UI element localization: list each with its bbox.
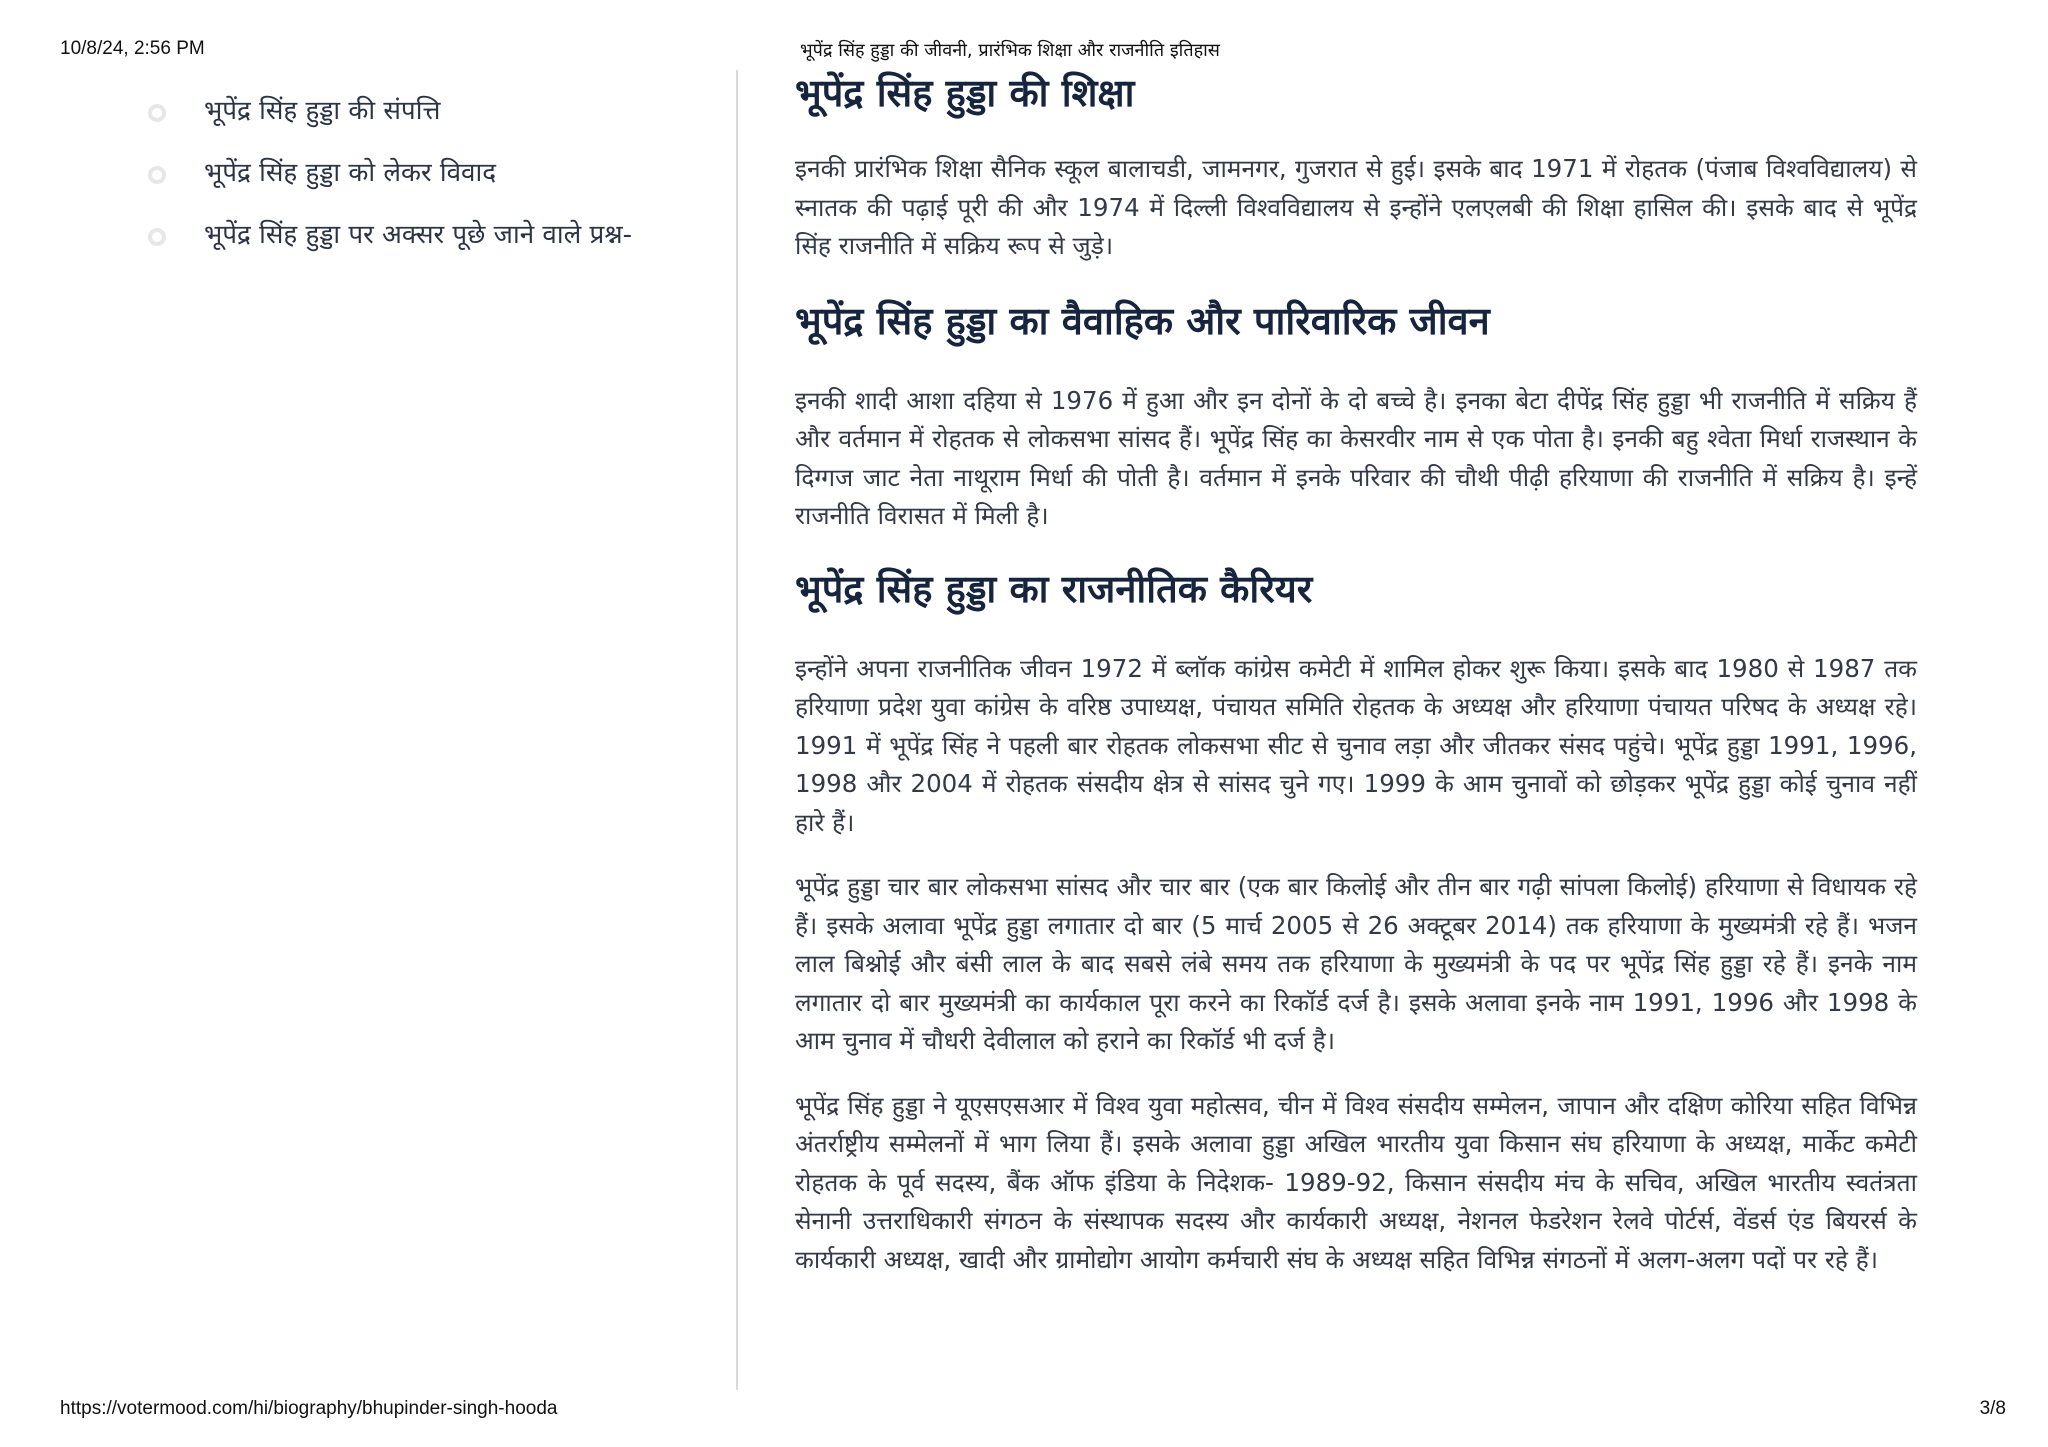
circle-bullet-icon [148, 104, 166, 122]
toc-item-label: भूपेंद्र सिंह हुड्डा पर अक्सर पूछे जाने वाले प्रश्न- [204, 220, 633, 250]
table-of-contents [148, 78, 708, 264]
circle-bullet-icon [148, 228, 166, 246]
family-paragraph: इनकी शादी आशा दहिया से 1976 में हुआ और इन दोनों के दो बच्चे है। इनका बेटा दीपेंद्र सिंह हुड्डा भी राजनीति में सक्रिय हैं और वर्तमान में रोहतक से लोकसभा सांसद हैं। भूपेंद्र सिंह का केसरवीर नाम से एक पोता है। इनकी बहु श्वेता मिर्धा राजस्थान के दिग्गज जाट नेता नाथूराम मिर्धा की पोती है। वर्तमान में इनके परिवार की चौथी पीढ़ी हरियाणा की राजनीति में सक्रिय है। इन्हें राजनीति विरासत में मिली है। [795, 385, 1917, 530]
education-paragraph: इनकी प्रारंभिक शिक्षा सैनिक स्कूल बालाचडी, जामनगर, गुजरात से हुई। इसके बाद 1971 में रोहतक (पंजाब विश्वविद्यालय) से स्नातक की पढ़ाई पूरी की और 1974 में दिल्ली विश्वविद्यालय से इन्होंने एलएलबी की शिक्षा हासिल की। इसके बाद से भूपेंद्र सिंह राजनीति में सक्रिय रूप से जुड़े। [795, 154, 1917, 260]
print-footer-page-number: 3/8 [1979, 1398, 2006, 1419]
career-paragraph: भूपेंद्र हुड्डा चार बार लोकसभा सांसद और चार बार (एक बार किलोई और तीन बार गढ़ी सांपला किलोई) हरियाणा से विधायक रहे हैं। इसके अलावा भूपेंद्र हुड्डा लगातार दो बार (5 मार्च 2005 से 26 अक्टूबर 2014) तक हरियाणा के मुख्यमंत्री रहे हैं। भजन लाल बिश्नोई और बंसी लाल के बाद सबसे लंबे समय तक हरियाणा के मुख्यमंत्री के पद पर भूपेंद्र सिंह हुड्डा रहे हैं। इनके नाम लगातार दो बार मुख्यमंत्री का कार्यकाल पूरा करने का रिकॉर्ड दर्ज है। इसके अलावा इनके नाम 1991, 1996 और 1998 के आम चुनाव में चौधरी देवीलाल को हराने का रिकॉर्ड भी दर्ज है। [795, 872, 1917, 1055]
column-divider [736, 70, 738, 1390]
toc-item-label: भूपेंद्र सिंह हुड्डा की संपत्ति [204, 96, 441, 126]
print-header-datetime: 10/8/24, 2:56 PM [60, 38, 205, 59]
section-heading-education: भूपेंद्र सिंह हुड्डा की शिक्षा [795, 71, 1135, 115]
section-heading-family: भूपेंद्र सिंह हुड्डा का वैवाहिक और पारिवारिक जीवन [795, 298, 1490, 343]
section-heading-career: भूपेंद्र सिंह हुड्डा का राजनीतिक कैरियर [795, 566, 1313, 611]
toc-item-label: भूपेंद्र सिंह हुड्डा को लेकर विवाद [204, 158, 497, 188]
toc-item-faq[interactable] [148, 202, 708, 264]
print-footer-url: https://votermood.com/hi/biography/bhupinder-singh-hooda [60, 1398, 558, 1419]
career-paragraph: भूपेंद्र सिंह हुड्डा ने यूएसएसआर में विश्व युवा महोत्सव, चीन में विश्व संसदीय सम्मेलन, जापान और दक्षिण कोरिया सहित विभिन्न अंतर्राष्ट्रीय सम्मेलनों में भाग लिया हैं। इसके अलावा हुड्डा अखिल भारतीय युवा किसान संघ हरियाणा के अध्यक्ष, मार्केट कमेटी रोहतक के पूर्व सदस्य, बैंक ऑफ इंडिया के निदेशक- 1989-92, किसान संसदीय मंच के सचिव, अखिल भारतीय स्वतंत्रता सेनानी उत्तराधिकारी संगठन के संस्थापक सदस्य और कार्यकारी अध्यक्ष, नेशनल फेडरेशन रेलवे पोर्टर्स, वेंडर्स एंड बियरर्स के कार्यकारी अध्यक्ष, खादी और ग्रामोद्योग आयोग कर्मचारी संघ के अध्यक्ष सहित विभिन्न संगठनों में अलग-अलग पदों पर रहे हैं। [795, 1090, 1917, 1274]
toc-item-controversy[interactable] [148, 140, 708, 202]
circle-bullet-icon [148, 166, 166, 184]
print-header-title: भूपेंद्र सिंह हुड्डा की जीवनी, प्रारंभिक शिक्षा और राजनीति इतिहास [800, 40, 1220, 61]
article-content [795, 66, 1917, 1279]
toc-item-property[interactable] [148, 78, 708, 140]
career-paragraph: इन्होंने अपना राजनीतिक जीवन 1972 में ब्लॉक कांग्रेस कमेटी में शामिल होकर शुरू किया। इसके बाद 1980 से 1987 तक हरियाणा प्रदेश युवा कांग्रेस के वरिष्ठ उपाध्यक्ष, पंचायत समिति रोहतक के अध्यक्ष और हरियाणा पंचायत परिषद के अध्यक्ष रहे। 1991 में भूपेंद्र सिंह ने पहली बार रोहतक लोकसभा सीट से चुनाव लड़ा और जीतकर संसद पहुंचे। भूपेंद्र हुड्डा 1991, 1996, 1998 और 2004 में रोहतक संसदीय क्षेत्र से सांसद चुने गए। 1999 के आम चुनावों को छोड़कर भूपेंद्र हुड्डा कोई चुनाव नहीं हारे हैं। [795, 653, 1917, 837]
